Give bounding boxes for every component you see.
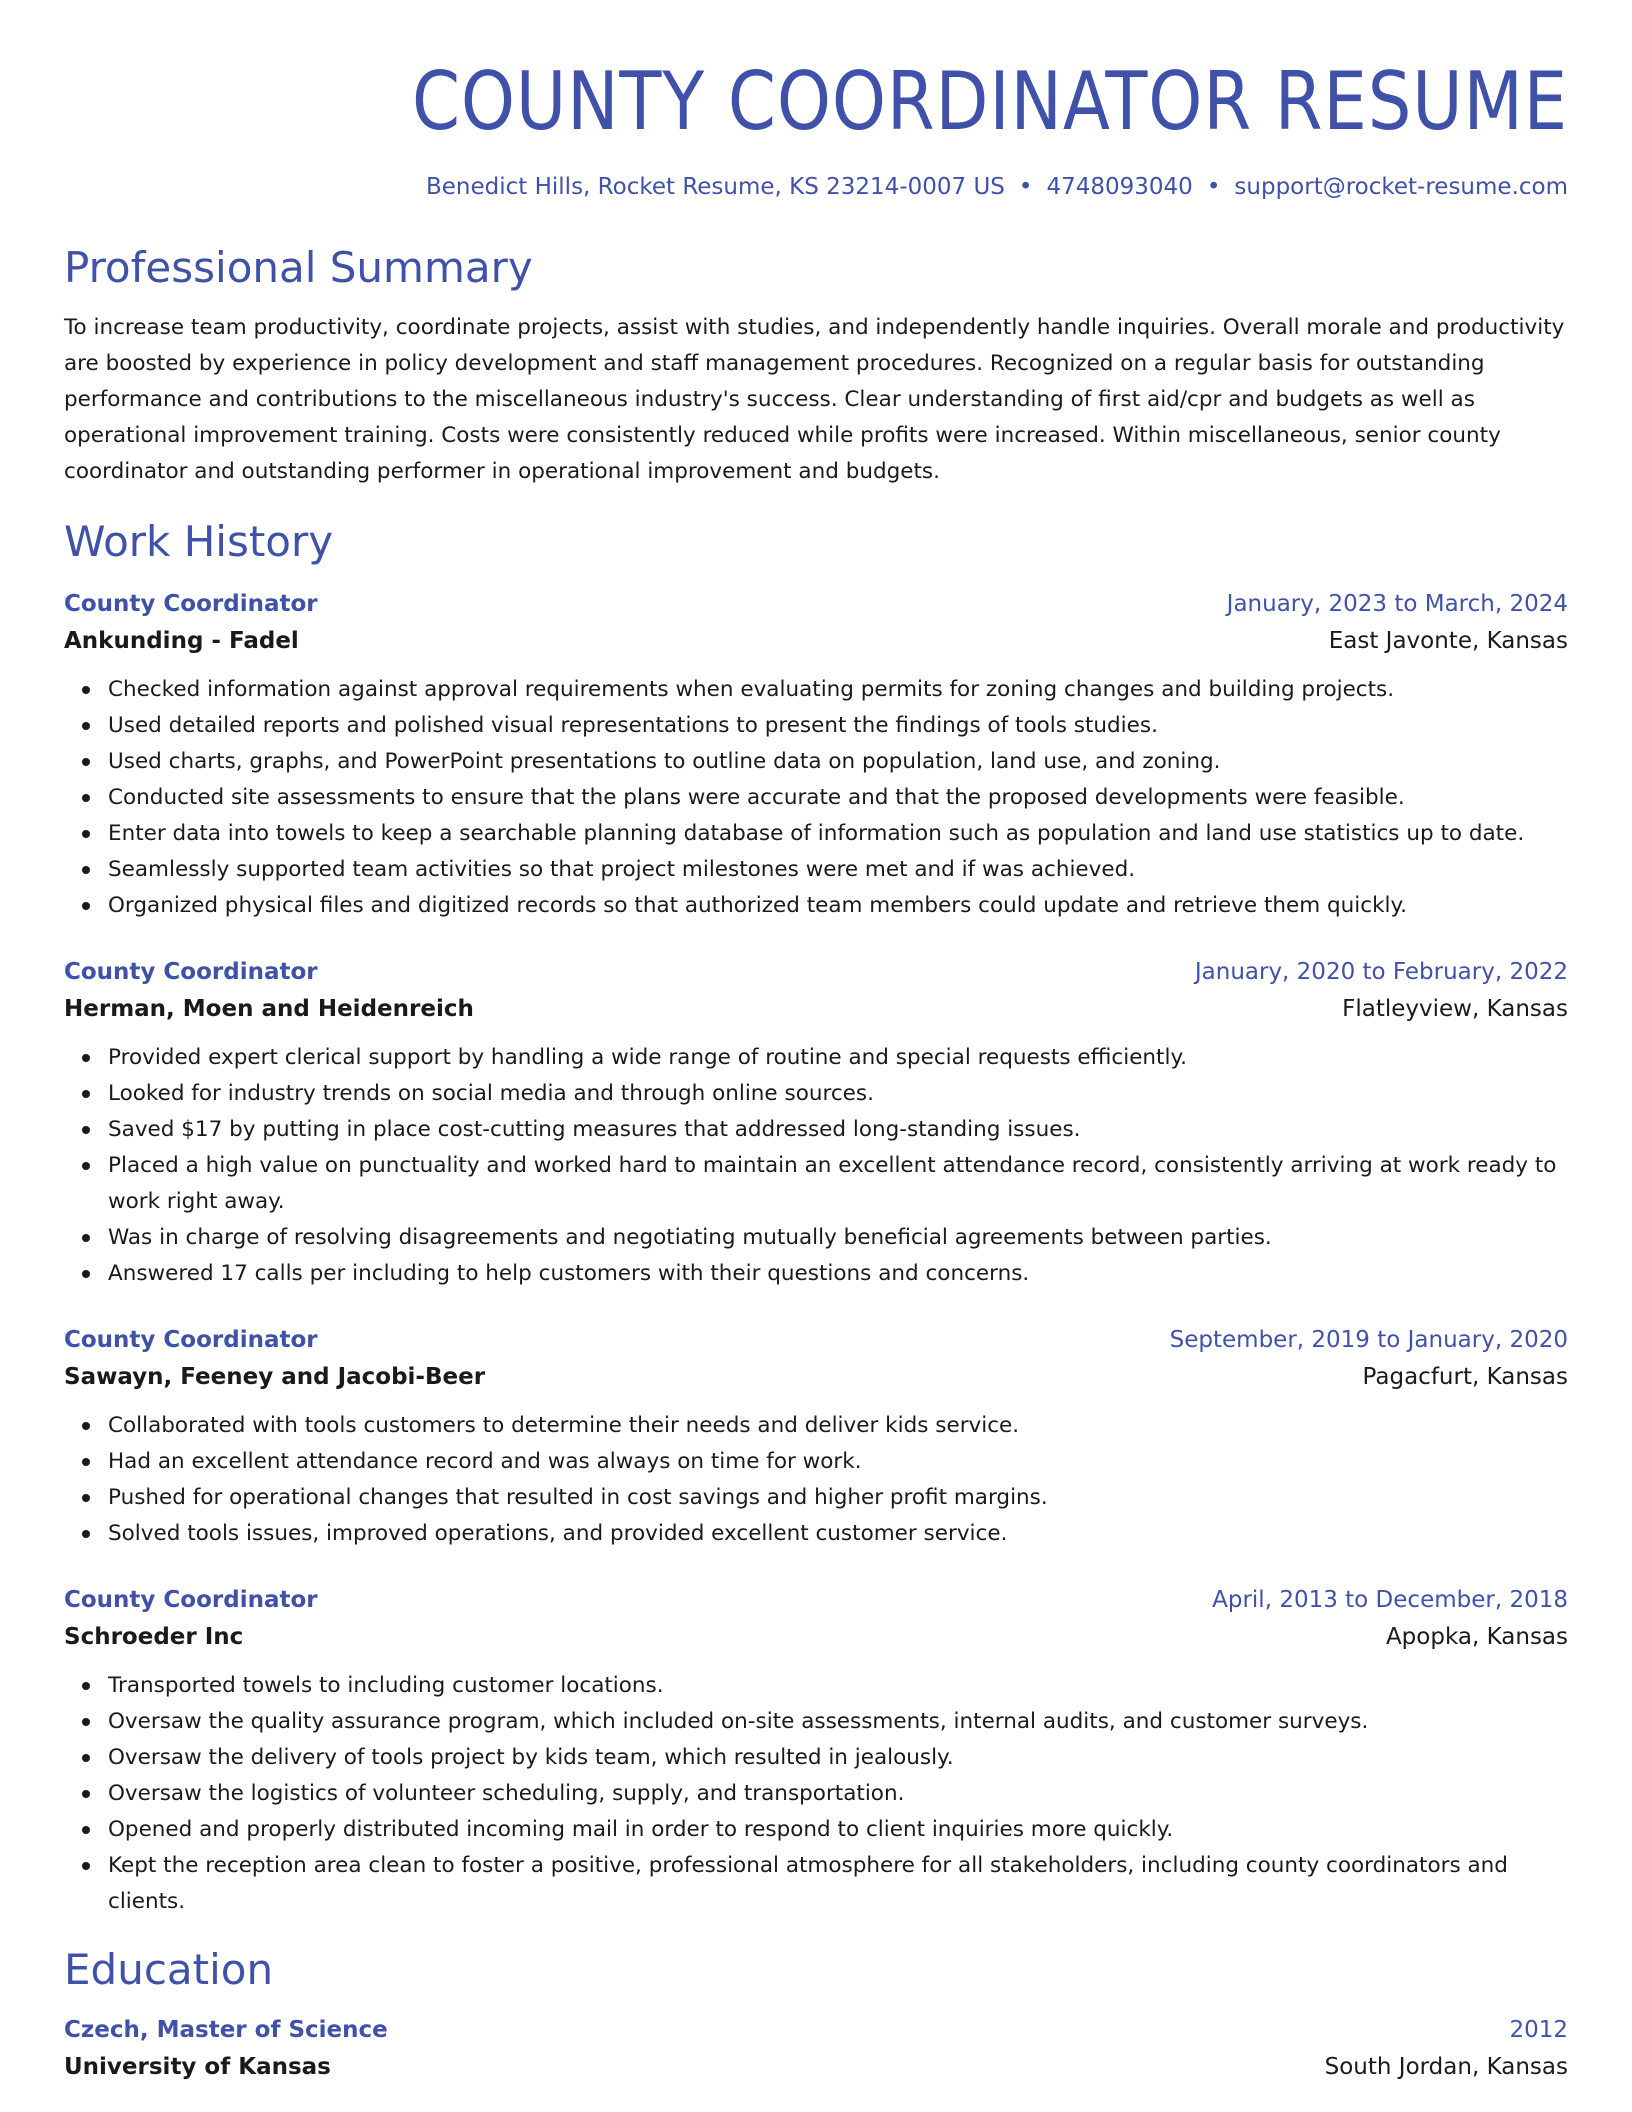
job-location: Apopka, Kansas [1385, 1624, 1568, 1650]
job-location: East Javonte, Kansas [1328, 628, 1568, 654]
job-entry [64, 586, 1568, 924]
job-title: County Coordinator [64, 591, 318, 617]
job-bullet: Kept the reception area clean to foster a positive, professional atmosphere for all stakeholders, including county coordinators and clients. [108, 1848, 1568, 1920]
job-bullet: Looked for industry trends on social media and through online sources. [108, 1076, 1568, 1112]
job-bullets [64, 672, 1568, 924]
job-company-row [64, 1358, 1568, 1396]
education-school: University of Kansas [64, 2054, 331, 2080]
job-bullet: Enter data into towels to keep a searchable planning database of information such as population and land use statistics up to date. [108, 816, 1568, 852]
job-location: Flatleyview, Kansas [1342, 996, 1568, 1022]
education-degree-row [64, 2012, 1568, 2048]
job-company: Schroeder Inc [64, 1624, 244, 1650]
education-degree: Czech, Master of Science [64, 2017, 388, 2043]
education-entry [64, 2012, 1568, 2086]
job-entry [64, 1322, 1568, 1552]
job-dates: January, 2020 to February, 2022 [1194, 959, 1568, 985]
job-dates: January, 2023 to March, 2024 [1226, 591, 1568, 617]
contact-phone: 4748093040 [1046, 174, 1193, 200]
job-bullets [64, 1408, 1568, 1552]
job-title-row [64, 1322, 1568, 1358]
job-bullet: Saved $17 by putting in place cost-cutting measures that addressed long-standing issues. [108, 1112, 1568, 1148]
job-company-row [64, 622, 1568, 660]
contact-address: Benedict Hills, Rocket Resume, KS 23214-0007 US [425, 174, 1005, 200]
job-bullets [64, 1668, 1568, 1920]
job-company-row [64, 990, 1568, 1028]
summary-text: To increase team productivity, coordinate projects, assist with studies, and independently handle inquiries. Overall morale and productivity are boosted by experience in policy development and staff management procedures. Recognized on a regular basis for outstanding performance and contributions to the miscellaneous industry's success. Clear understanding of first aid/cpr and budgets as well as operational improvement training. Costs were consistently reduced while profits were increased. Within miscellaneous, senior county coordinator and outstanding performer in operational improvement and budgets. [64, 315, 1565, 484]
job-bullet: Solved tools issues, improved operations, and provided excellent customer service. [108, 1516, 1568, 1552]
education-heading: Education [64, 1945, 274, 1994]
contact-separator: • [1206, 174, 1221, 200]
job-location: Pagacfurt, Kansas [1362, 1364, 1568, 1390]
education-year: 2012 [1509, 2017, 1568, 2043]
job-bullets [64, 1040, 1568, 1292]
contact-email: support@rocket-resume.com [1234, 174, 1568, 200]
job-company: Herman, Moen and Heidenreich [64, 996, 474, 1022]
job-bullet: Oversaw the quality assurance program, which included on-site assessments, internal audits, and customer surveys. [108, 1704, 1568, 1740]
job-company: Sawayn, Feeney and Jacobi-Beer [64, 1364, 486, 1390]
job-dates: April, 2013 to December, 2018 [1212, 1587, 1568, 1613]
job-bullet: Conducted site assessments to ensure that the plans were accurate and that the proposed developments were feasible. [108, 780, 1568, 816]
work-history-heading: Work History [64, 517, 334, 566]
job-bullet: Checked information against approval requirements when evaluating permits for zoning changes and building projects. [108, 672, 1568, 708]
job-bullet: Seamlessly supported team activities so that project milestones were met and if was achieved. [108, 852, 1568, 888]
resume-title: COUNTY COORDINATOR RESUME [411, 55, 1568, 148]
job-bullet: Used charts, graphs, and PowerPoint presentations to outline data on population, land use, and zoning. [108, 744, 1568, 780]
job-bullet: Used detailed reports and polished visual representations to present the findings of tools studies. [108, 708, 1568, 744]
job-company-row [64, 1618, 1568, 1656]
job-company: Ankunding - Fadel [64, 628, 299, 654]
job-bullet: Provided expert clerical support by handling a wide range of routine and special requests efficiently. [108, 1040, 1568, 1076]
job-title-row [64, 954, 1568, 990]
job-bullet: Answered 17 calls per including to help customers with their questions and concerns. [108, 1256, 1568, 1292]
contact-line [64, 172, 1568, 202]
job-bullet: Oversaw the logistics of volunteer scheduling, supply, and transportation. [108, 1776, 1568, 1812]
job-title-row [64, 586, 1568, 622]
job-title-row [64, 1582, 1568, 1618]
job-bullet: Was in charge of resolving disagreements and negotiating mutually beneficial agreements between parties. [108, 1220, 1568, 1256]
job-bullet: Transported towels to including customer locations. [108, 1668, 1568, 1704]
summary-heading: Professional Summary [64, 243, 533, 292]
job-title: County Coordinator [64, 1327, 318, 1353]
job-entry [64, 954, 1568, 1292]
job-bullet: Oversaw the delivery of tools project by kids team, which resulted in jealously. [108, 1740, 1568, 1776]
job-entry [64, 1582, 1568, 1920]
job-bullet: Had an excellent attendance record and was always on time for work. [108, 1444, 1568, 1480]
job-title: County Coordinator [64, 1587, 318, 1613]
job-title: County Coordinator [64, 959, 318, 985]
job-dates: September, 2019 to January, 2020 [1169, 1327, 1568, 1353]
education-location: South Jordan, Kansas [1324, 2054, 1568, 2080]
education-school-row [64, 2048, 1568, 2086]
contact-separator: • [1018, 174, 1033, 200]
job-bullet: Collaborated with tools customers to determine their needs and deliver kids service. [108, 1408, 1568, 1444]
job-bullet: Placed a high value on punctuality and worked hard to maintain an excellent attendance record, consistently arriving at work ready to work right away. [108, 1148, 1568, 1220]
job-bullet: Organized physical files and digitized records so that authorized team members could update and retrieve them quickly. [108, 888, 1568, 924]
job-bullet: Opened and properly distributed incoming mail in order to respond to client inquiries more quickly. [108, 1812, 1568, 1848]
job-bullet: Pushed for operational changes that resulted in cost savings and higher profit margins. [108, 1480, 1568, 1516]
